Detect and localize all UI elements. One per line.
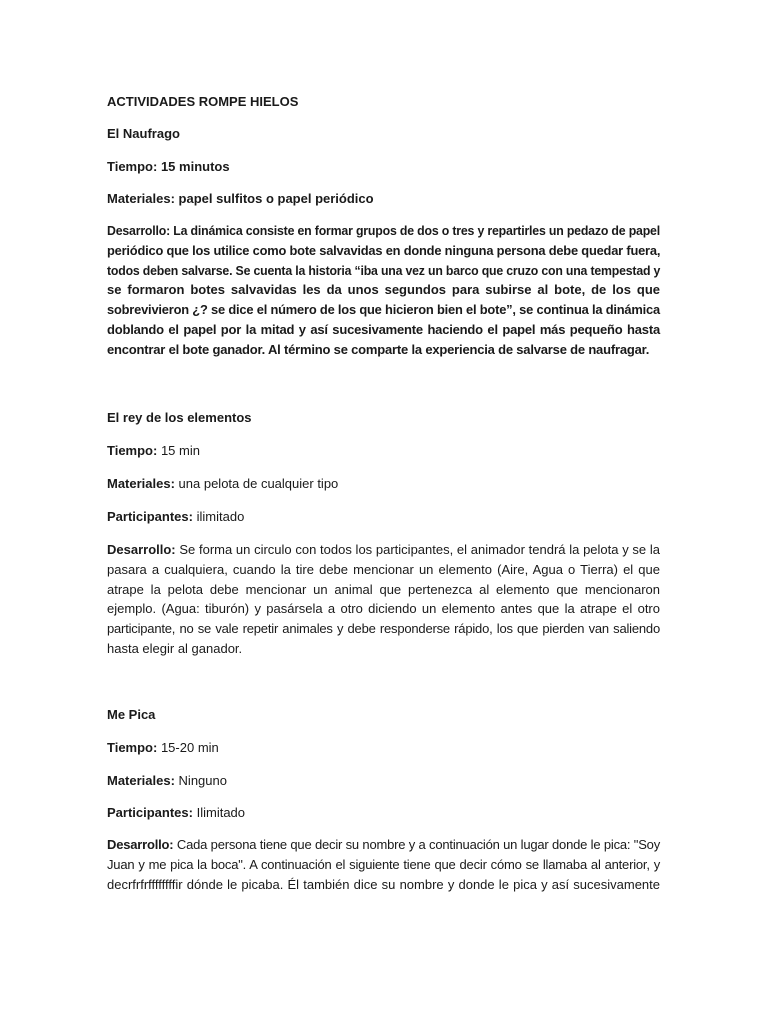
participantes-value: Ilimitado [196, 805, 246, 820]
participantes-label: Participantes: [107, 509, 193, 524]
activity-2-heading: El rey de los elementos [107, 410, 252, 425]
tiempo-label: Tiempo: [107, 443, 158, 458]
activity-1-materiales [107, 190, 661, 207]
document-title: ACTIVIDADES ROMPE HIELOS [107, 94, 299, 109]
activity-2-tiempo [107, 442, 661, 459]
desarrollo-line: todos deben salvarse. Se cuenta la historia “iba una vez un barco que cruzo con una tempestad y [107, 262, 661, 278]
desarrollo-line: pasara a cualquiera, cuando la tire debe mencionar un elemento (Aire, Agua o Tierra) el que [107, 561, 660, 577]
tiempo-value: 15 min [160, 443, 200, 458]
tiempo-value: 15 minutos [160, 159, 230, 174]
activity-3-desarrollo [107, 835, 660, 894]
desarrollo-line: periódico que los utilice como bote salvavidas en donde ninguna persona debe quedar fuera, [107, 242, 661, 258]
activity-3-tiempo [107, 739, 661, 756]
materiales-label: Materiales: [107, 773, 175, 788]
desarrollo-line: Desarrollo: Se forma un circulo con todos los participantes, el animador tendrá la pelota y se la [107, 542, 660, 557]
materiales-value: una pelota de cualquier tipo [178, 476, 339, 491]
activity-3-participantes [107, 804, 661, 821]
materiales-value: Ninguno [178, 773, 227, 788]
activity-2-desarrollo [107, 540, 660, 659]
desarrollo-line: encontrar el bote ganador. Al término se comparte la experiencia de salvarse de naufragar. [107, 341, 650, 357]
desarrollo-line: Desarrollo: La dinámica consiste en formar grupos de dos o tres y repartirles un pedazo de papel [107, 223, 660, 238]
desarrollo-label: Desarrollo: [107, 837, 174, 852]
desarrollo-line: decrfrfrffffffffir dónde le picaba. Él también dice su nombre y donde le pica y así sucesivamente [107, 876, 660, 892]
activity-3-materiales [107, 772, 661, 789]
desarrollo-line: atrape la pelota debe mencionar un animal que pertenezca al elemento que mencionaron [107, 581, 660, 597]
activity-2-materiales [107, 475, 661, 492]
materiales-label: Materiales: [107, 476, 175, 491]
activity-1-tiempo [107, 158, 661, 175]
activity-3-heading: Me Pica [107, 707, 156, 722]
tiempo-value: 15-20 min [160, 740, 219, 755]
desarrollo-line: sobrevivieron ¿? se dice el número de los que hicieron bien el bote”, se continua la dinámica [107, 302, 660, 318]
participantes-value: ilimitado [196, 509, 245, 524]
activity-1-desarrollo [107, 221, 660, 360]
desarrollo-label: Desarrollo: [107, 223, 171, 238]
desarrollo-line: se formaron botes salvavidas les da unos segundos para subirse al bote, de los que [107, 282, 660, 298]
participantes-label: Participantes: [107, 805, 193, 820]
desarrollo-line: participante, no se vale repetir animales y debe responderse rápido, los que pierden van saliendo [107, 621, 660, 637]
activity-1-heading: El Naufrago [107, 126, 180, 141]
desarrollo-line: Juan y me pica la boca". A continuación el siguiente tiene que decir cómo se llamaba al anterior, y [107, 856, 660, 872]
desarrollo-line: ejemplo. (Agua: tiburón) y pasársela a otro diciendo un elemento antes que la atrape el otro [107, 601, 660, 617]
tiempo-label: Tiempo: [107, 159, 158, 174]
desarrollo-label: Desarrollo: [107, 542, 176, 557]
desarrollo-line: Desarrollo: Cada persona tiene que decir su nombre y a continuación un lugar donde le pica: "Soy [107, 837, 660, 852]
desarrollo-line: doblando el papel por la mitad y así sucesivamente haciendo el papel más pequeño hasta [107, 321, 660, 337]
tiempo-label: Tiempo: [107, 740, 158, 755]
materiales-value: papel sulfitos o papel periódico [178, 191, 374, 206]
desarrollo-line: hasta elegir al ganador. [107, 640, 243, 656]
materiales-label: Materiales: [107, 191, 175, 206]
activity-2-participantes [107, 508, 661, 525]
